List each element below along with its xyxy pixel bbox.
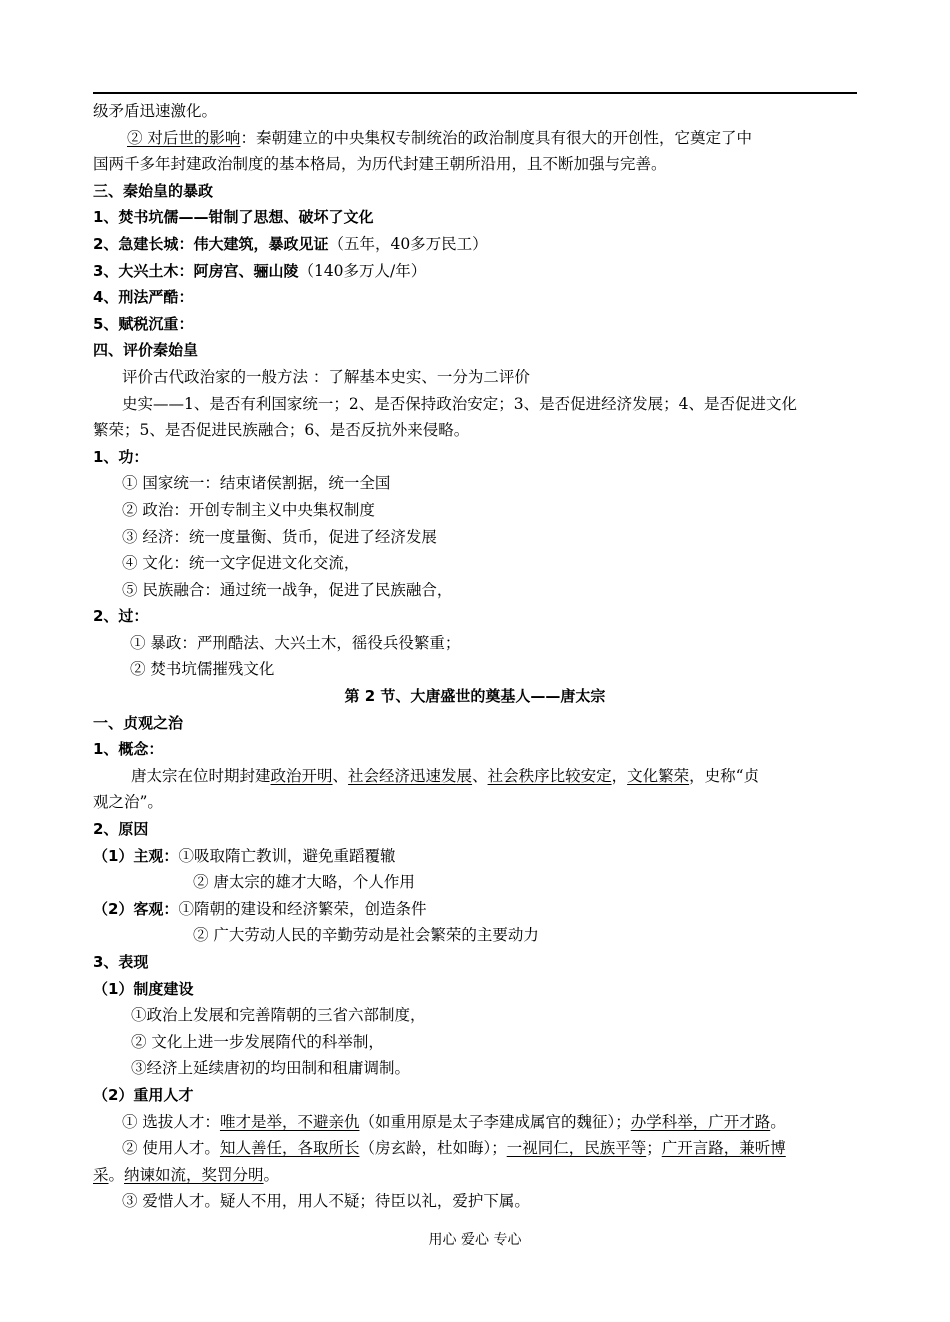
text-line	[93, 843, 857, 870]
text-span: （140多万人/年）	[298, 261, 427, 280]
section-heading: 三、秦始皇的暴政	[93, 181, 214, 200]
underlined-term: 社会秩序比较安定	[487, 766, 612, 785]
label: （2）客观：	[93, 899, 179, 918]
text-line	[93, 1162, 857, 1189]
subheading: 5、赋税沉重：	[93, 314, 194, 333]
text-span: （五年，40多万民工）	[328, 234, 488, 253]
subheading: 1、焚书坑儒——钳制了思想、破坏了文化	[93, 208, 374, 227]
text-span: 3、大兴土木：阿房宫、骊山陵	[93, 261, 299, 280]
header-rule	[93, 92, 857, 94]
text-span: ①吸取隋亡教训，避免重蹈覆辙	[178, 846, 396, 865]
text-line: 观之治”。	[93, 793, 163, 812]
text-line	[93, 763, 857, 790]
text-span: ，史称“贞	[689, 766, 760, 785]
page-footer: 用心 爱心 专心	[428, 1232, 522, 1248]
underlined-term: ② 对后世的影响	[127, 128, 241, 147]
subheading: 1、概念：	[93, 740, 164, 759]
underlined-term: 政治开明	[270, 766, 333, 785]
section-heading: 四、评价秦始皇	[93, 341, 199, 360]
text-span: 。	[770, 1112, 786, 1131]
text-span: ① 选拔人才：	[122, 1112, 220, 1131]
text-span: 、	[332, 766, 349, 785]
text-line: 级矛盾迅速激化。	[93, 102, 218, 120]
text-line: 国两千多年封建政治制度的基本格局，为历代封建王朝所沿用，且不断加强与完善。	[93, 155, 667, 174]
subheading	[93, 231, 857, 258]
underlined-term: 纳谏如流，奖罚分明	[124, 1165, 264, 1184]
subheading: 2、过：	[93, 607, 149, 626]
list-item: ④ 文化：统一文字促进文化交流，	[122, 554, 360, 573]
list-item: ② 广大劳动人民的辛勤劳动是社会繁荣的主要动力	[193, 926, 539, 945]
section-heading: 一、贞观之治	[93, 713, 184, 732]
list-item: ② 政治：开创专制主义中央集权制度	[122, 500, 375, 519]
underlined-term: 采	[93, 1165, 109, 1184]
label: （1）主观：	[93, 846, 179, 865]
text-span: ①隋朝的建设和经济繁荣，创造条件	[178, 899, 427, 918]
list-item: ② 焚书坑儒摧残文化	[130, 660, 275, 679]
text-span: 2、急建长城：伟大建筑，暴政见证	[93, 234, 329, 253]
list-item	[93, 1109, 857, 1136]
subheading: 2、原因	[93, 820, 149, 839]
text-span: 。	[263, 1165, 280, 1184]
underlined-term: 办学科举，广开才路	[630, 1112, 771, 1131]
text-line	[93, 896, 857, 923]
text-span: 、	[472, 766, 488, 785]
text-line	[93, 125, 857, 152]
list-item: ① 国家统一：结束诸侯割据，统一全国	[122, 474, 391, 493]
underlined-term: 社会经济迅速发展	[348, 766, 473, 785]
list-item: ③ 爱惜人才。疑人不用，用人不疑；待臣以礼，爱护下属。	[122, 1192, 530, 1211]
subheading: 4、刑法严酷：	[93, 288, 194, 307]
subheading: （1）制度建设	[93, 979, 194, 998]
text-span: ② 使用人才。	[122, 1139, 220, 1158]
underlined-term: 广开言路，兼听博	[661, 1139, 786, 1158]
list-item: ② 文化上进一步发展隋代的科举制，	[131, 1032, 384, 1051]
text-line: 繁荣；5、是否促进民族融合；6、是否反抗外来侵略。	[93, 421, 470, 440]
underlined-term: 一视同仁，民族平等	[506, 1139, 647, 1158]
text-span: ，	[611, 766, 628, 785]
list-item: ① 暴政：严刑酷法、大兴土木，徭役兵役繁重；	[130, 633, 461, 652]
list-item: ①政治上发展和完善隋朝的三省六部制度，	[131, 1006, 426, 1025]
list-item: ③ 经济：统一度量衡、货币，促进了经济发展	[122, 527, 437, 546]
underlined-term: 唯才是举，不避亲仇	[219, 1112, 360, 1131]
list-item	[93, 1135, 857, 1162]
section-title: 第 2 节、大唐盛世的奠基人——唐太宗	[344, 687, 606, 706]
text-span: （房玄龄，杜如晦）；	[359, 1139, 507, 1158]
subheading	[93, 258, 857, 285]
underlined-term: 文化繁荣	[627, 766, 690, 785]
text-span: 。	[108, 1165, 125, 1184]
text-line: 史实——1、是否有利国家统一；2、是否保持政治安定；3、是否促进经济发展；4、是否促进文化	[122, 394, 797, 413]
text-span: ：秦朝建立的中央集权专制统治的政治制度具有很大的开创性，它奠定了中	[240, 128, 752, 147]
subheading: 1、功：	[93, 447, 149, 466]
document-body	[93, 98, 857, 1215]
subheading: 3、表现	[93, 953, 149, 971]
list-item: ⑤ 民族融合：通过统一战争，促进了民族融合，	[122, 580, 453, 599]
text-span: 唐太宗在位时期封建	[131, 766, 271, 785]
list-item: ② 唐太宗的雄才大略，个人作用	[193, 873, 415, 892]
text-span: ；	[646, 1139, 662, 1158]
underlined-term: 知人善任，各取所长	[219, 1139, 360, 1158]
subheading: （2）重用人才	[93, 1085, 194, 1104]
text-line: 评价古代政治家的一般方法 ：了解基本史实、一分为二评价	[122, 367, 530, 386]
text-span: （如重用原是太子李建成属官的魏征）；	[359, 1112, 631, 1131]
list-item: ③经济上延续唐初的均田制和租庸调制。	[131, 1059, 411, 1078]
